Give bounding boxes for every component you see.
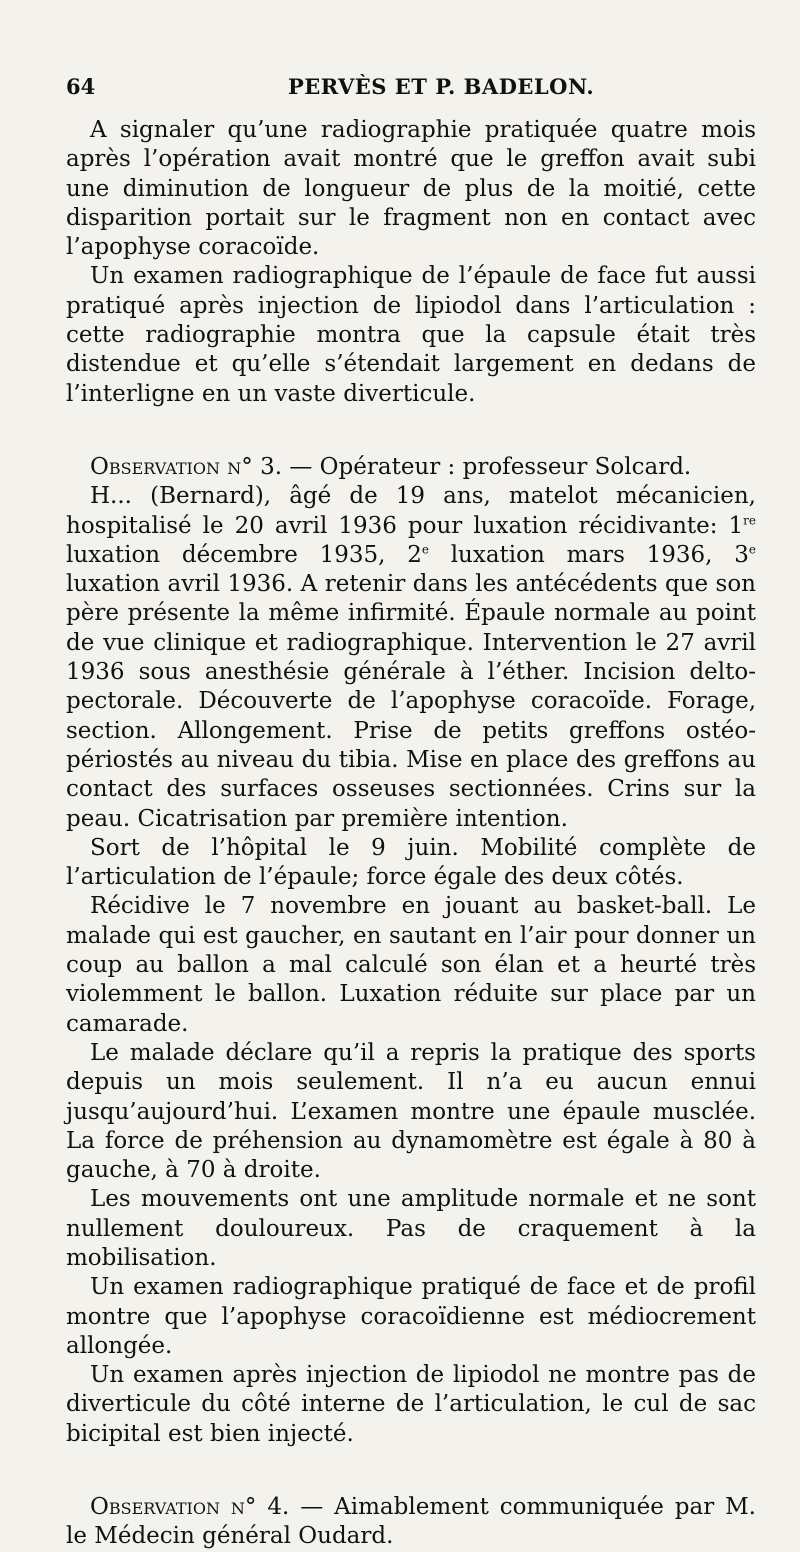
case-history-part-2: luxation décembre 1935, 2 — [66, 541, 422, 568]
observation-3-operator: — Opérateur : professeur Solcard. — [282, 453, 692, 480]
paragraph-recurrence: Récidive le 7 novembre en jouant au basket-ball. Le malade qui est gaucher, en sautant en l’air pour donner un coup au ballon a mal calculé son élan et a heurté très violemment le ballon. Luxation réduite sur place par un camarade. — [66, 893, 756, 1037]
paragraph-current-state: Le malade déclare qu’il a repris la pratique des sports depuis un mois seulement. Il n’a eu aucun ennui jusqu’aujourd’hui. L’examen montre une épaule musclée. La force de préhension au dynamomètre est égale à 80 à gauche, à 70 à droite. — [66, 1039, 756, 1184]
running-title: PERVÈS ET P. BADELON. — [288, 74, 595, 99]
observation-3-heading — [66, 453, 756, 482]
paragraph-radiographic-exam: Un examen radiographique pratiqué de face et de profil montre que l’apophyse coracoïdienne est médiocrement allongée. — [66, 1274, 756, 1359]
section-gap — [66, 1449, 756, 1493]
paragraph-lipiodol-followup: Un examen après injection de lipiodol ne montre pas de diverticule du côté interne de l’articulation, le cul de sac bicipital est bien injecté. — [66, 1362, 756, 1447]
ordinal-superscript-1: re — [743, 512, 756, 527]
observation-4-label: Observation n° 4. — [90, 1494, 290, 1521]
case-history-part-4: luxation avril 1936. A retenir dans les antécédents que son père présente la même infirmité. Épaule normale au point de vue clinique et radiographique. Intervention le 27 avril 1936 sous anesthésie générale à l’éther. Incision delto-pectorale. Découverte de l’apophyse coracoïde. Forage, section. Allongement. Prise de petits greffons ostéo-périostés au niveau du tibia. Mise en place des greffons au contact des surfaces osseuses sectionnées. Crins sur la peau. Cicatrisation par première intention. — [66, 571, 756, 832]
paragraph-radiography-result: A signaler qu’une radiographie pratiquée quatre mois après l’opération avait montré que le greffon avait subi une diminution de longueur de plus de la moitié, cette disparition portait sur le fragment non en contact avec l’apophyse coracoïde. — [66, 117, 756, 261]
observation-4-heading — [66, 1493, 756, 1552]
body-text — [66, 116, 756, 1552]
observation-3-label: Observation n° 3. — [90, 453, 283, 480]
paragraph-mobility: Les mouvements ont une amplitude normale et ne sont nullement douloureux. Pas de craquement à la mobilisation. — [66, 1186, 756, 1271]
page-number: 64 — [66, 74, 96, 99]
section-gap — [66, 409, 756, 453]
paragraph-case-history — [66, 482, 756, 834]
paragraph-discharge: Sort de l’hôpital le 9 juin. Mobilité complète de l’articulation de l’épaule; force égale des deux côtés. — [66, 834, 756, 891]
case-history-part-1: H... (Bernard), âgé de 19 ans, matelot mécanicien, hospitalisé le 20 avril 1936 pour luxation récidivante: 1 — [66, 483, 756, 539]
ordinal-superscript-2: e — [421, 542, 429, 557]
ordinal-superscript-3: e — [748, 542, 756, 557]
page-header — [66, 74, 756, 104]
paragraph-lipiodol-exam: Un examen radiographique de l’épaule de face fut aussi pratiqué après injection de lipiodol dans l’articulation : cette radiographie montra que la capsule était très distendue et qu’elle s’étendait largement en dedans de l’interligne en un vaste diverticule. — [66, 263, 756, 407]
case-history-part-3: luxation mars 1936, 3 — [428, 541, 749, 568]
observation-4-source: — Aimablement communiquée par M. le Médecin général Oudard. — [66, 1494, 756, 1550]
